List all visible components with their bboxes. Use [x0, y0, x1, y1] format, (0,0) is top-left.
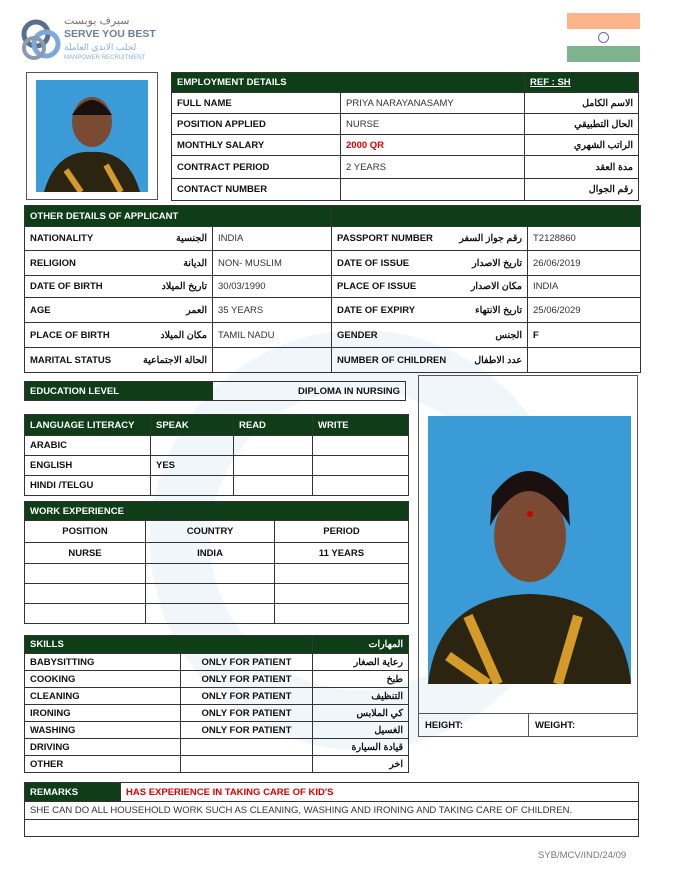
detail-value — [213, 348, 332, 373]
logo-arabic-sub: لجلب الايدي العاملة — [64, 42, 137, 52]
language-name: HINDI /TELGU — [25, 476, 151, 496]
work-experience-table — [24, 501, 409, 624]
skill-level: ONLY FOR PATIENT — [181, 671, 313, 688]
detail-label: DATE OF BIRTH — [30, 281, 103, 292]
ref-label: REF : SH — [525, 73, 639, 93]
salary-value: 2000 QR — [341, 135, 525, 156]
language-header-cell: LANGUAGE LITERACY — [25, 415, 151, 436]
detail-label: GENDER — [337, 329, 378, 341]
work-position: NURSE — [25, 543, 146, 564]
work-row — [25, 584, 409, 604]
skill-name: OTHER — [25, 756, 181, 773]
logo-arabic: سيرف يوبست — [64, 15, 130, 27]
skill-row — [25, 671, 409, 688]
language-skill-value — [313, 436, 409, 456]
measurements-row — [419, 713, 637, 737]
skill-name-arabic: الغسيل — [313, 722, 409, 739]
work-row — [25, 543, 409, 564]
skill-name-arabic: قيادة السيارة — [313, 739, 409, 756]
detail-label-arabic: الجنسية — [176, 233, 207, 244]
logo-text-stack — [64, 14, 156, 63]
work-country — [146, 584, 275, 604]
skills-title: SKILLS — [25, 636, 313, 654]
height-label: HEIGHT: — [419, 714, 529, 737]
detail-label-cell — [332, 348, 528, 373]
detail-row — [25, 227, 641, 251]
language-header-cell: SPEAK — [151, 415, 234, 436]
india-flag — [567, 13, 640, 62]
employment-title: EMPLOYMENT DETAILS — [172, 73, 525, 93]
row-label: CONTACT NUMBER — [172, 179, 341, 201]
detail-label-arabic: العمر — [186, 304, 207, 316]
skill-level: ONLY FOR PATIENT — [181, 654, 313, 671]
language-skill-value — [234, 456, 313, 476]
language-row — [25, 456, 409, 476]
detail-label-arabic: الديانة — [183, 257, 207, 269]
language-header-cell: READ — [234, 415, 313, 436]
company-logo — [20, 14, 160, 68]
skill-name: BABYSITTING — [25, 654, 181, 671]
skill-name-arabic: التنظيف — [313, 688, 409, 705]
detail-value: T2128860 — [528, 227, 641, 251]
skill-level — [181, 756, 313, 773]
language-skill-value — [234, 436, 313, 456]
detail-label-cell — [25, 276, 213, 298]
detail-label-arabic: تاريخ الاصدار — [472, 257, 522, 269]
work-period — [275, 604, 409, 624]
detail-label: NUMBER OF CHILDREN — [337, 354, 447, 366]
full-name-value: PRIYA NARAYANASAMY — [341, 93, 525, 114]
language-row — [25, 436, 409, 456]
detail-label-cell — [25, 323, 213, 348]
skill-name-arabic: رعاية الصغار — [313, 654, 409, 671]
skill-level: ONLY FOR PATIENT — [181, 705, 313, 722]
work-country: INDIA — [146, 543, 275, 564]
skill-row — [25, 756, 409, 773]
detail-label: MARITAL STATUS — [30, 354, 112, 366]
remarks-table — [24, 782, 639, 837]
language-header-cell: WRITE — [313, 415, 409, 436]
remarks-highlight: HAS EXPERIENCE IN TAKING CARE OF KID'S — [121, 783, 639, 802]
row-label: MONTHLY SALARY — [172, 135, 341, 156]
detail-label: DATE OF ISSUE — [337, 257, 410, 269]
skill-name: COOKING — [25, 671, 181, 688]
language-skill-value — [151, 476, 234, 496]
weight-label: WEIGHT: — [535, 720, 576, 731]
detail-label-cell — [332, 276, 528, 298]
detail-value: 26/06/2019 — [528, 251, 641, 276]
applicant-photo-small — [36, 80, 148, 192]
skill-row — [25, 739, 409, 756]
detail-label-cell — [332, 298, 528, 323]
detail-label-arabic: الحالة الاجتماعية — [143, 354, 207, 366]
skill-level: ONLY FOR PATIENT — [181, 722, 313, 739]
language-table — [24, 414, 409, 496]
work-period — [275, 584, 409, 604]
work-country — [146, 564, 275, 584]
detail-label-cell — [332, 323, 528, 348]
other-details-title: OTHER DETAILS OF APPLICANT — [25, 206, 332, 227]
detail-row — [25, 276, 641, 298]
detail-label-arabic: تاريخ الانتهاء — [475, 304, 522, 316]
remarks-label: REMARKS — [25, 783, 121, 802]
skill-name: IRONING — [25, 705, 181, 722]
row-label-arabic: رقم الجوال — [525, 179, 639, 201]
skills-title-arabic: المهارات — [313, 636, 409, 654]
skill-level: ONLY FOR PATIENT — [181, 688, 313, 705]
detail-label: AGE — [30, 304, 51, 316]
work-row — [25, 604, 409, 624]
work-header-cell: COUNTRY — [146, 521, 275, 543]
applicant-photo — [428, 416, 631, 684]
header-blank — [332, 206, 641, 227]
detail-value: 35 YEARS — [213, 298, 332, 323]
language-skill-value — [313, 456, 409, 476]
skill-name-arabic: طبخ — [313, 671, 409, 688]
detail-label-arabic: مكان الاصدار — [470, 281, 522, 292]
skill-name: DRIVING — [25, 739, 181, 756]
work-period — [275, 564, 409, 584]
education-label: EDUCATION LEVEL — [25, 382, 213, 400]
skill-name: WASHING — [25, 722, 181, 739]
skills-table — [24, 635, 409, 773]
document-code: SYB/MCV/IND/24/09 — [538, 850, 627, 861]
logo-knot-icon — [20, 18, 62, 62]
detail-label: PLACE OF ISSUE — [337, 281, 417, 292]
skill-row — [25, 688, 409, 705]
detail-label-cell — [25, 251, 213, 276]
skill-name-arabic: اخر — [313, 756, 409, 773]
detail-label-cell — [332, 227, 528, 251]
detail-value: INDIA — [528, 276, 641, 298]
row-label-arabic: الراتب الشهري — [525, 135, 639, 156]
detail-label-cell — [25, 298, 213, 323]
detail-label-arabic: تاريخ الميلاد — [161, 281, 207, 292]
language-name: ENGLISH — [25, 456, 151, 476]
detail-value: NON- MUSLIM — [213, 251, 332, 276]
row-label: POSITION APPLIED — [172, 114, 341, 135]
language-skill-value — [313, 476, 409, 496]
detail-label-cell — [25, 348, 213, 373]
row-label-arabic: الحال التطبيقي — [525, 114, 639, 135]
detail-row — [25, 298, 641, 323]
skill-name: CLEANING — [25, 688, 181, 705]
detail-label-arabic: الجنس — [495, 329, 522, 341]
language-row — [25, 476, 409, 496]
work-position — [25, 564, 146, 584]
remarks-blank — [25, 820, 639, 837]
language-name: ARABIC — [25, 436, 151, 456]
detail-label-cell — [25, 227, 213, 251]
skill-row — [25, 705, 409, 722]
contract-value: 2 YEARS — [341, 156, 525, 179]
detail-label-arabic: مكان الميلاد — [160, 329, 207, 341]
other-details-table — [24, 205, 641, 373]
work-header-cell: POSITION — [25, 521, 146, 543]
skill-row — [25, 722, 409, 739]
remarks-text: SHE CAN DO ALL HOUSEHOLD WORK SUCH AS CLEANING, WASHING AND IRONING AND TAKING CARE OF CHILDREN. — [25, 802, 639, 820]
applicant-photo-frame — [418, 375, 638, 737]
language-skill-value — [151, 436, 234, 456]
detail-row — [25, 323, 641, 348]
detail-value — [528, 348, 641, 373]
language-header — [25, 415, 409, 436]
detail-label-arabic: رقم جواز السفر — [459, 233, 522, 244]
detail-label: RELIGION — [30, 257, 76, 269]
detail-label-arabic: عدد الاطفال — [474, 354, 522, 366]
detail-label-cell — [332, 251, 528, 276]
work-header — [25, 521, 409, 543]
skill-name-arabic: كي الملابس — [313, 705, 409, 722]
row-label-arabic: الاسم الكامل — [525, 93, 639, 114]
row-label: CONTRACT PERIOD — [172, 156, 341, 179]
detail-row — [25, 251, 641, 276]
applicant-photo-small-frame — [26, 72, 158, 200]
detail-value: 30/03/1990 — [213, 276, 332, 298]
position-value: NURSE — [341, 114, 525, 135]
skill-level — [181, 739, 313, 756]
work-title: WORK EXPERIENCE — [25, 502, 409, 521]
language-skill-value: YES — [151, 456, 234, 476]
work-row — [25, 564, 409, 584]
work-period: 11 YEARS — [275, 543, 409, 564]
detail-label: PASSPORT NUMBER — [337, 233, 433, 244]
detail-label: NATIONALITY — [30, 233, 94, 244]
detail-value: F — [528, 323, 641, 348]
logo-sub: MANPOWER RECRUITMENT — [64, 55, 146, 61]
education-row — [24, 381, 406, 401]
skill-row — [25, 654, 409, 671]
detail-value: INDIA — [213, 227, 332, 251]
work-position — [25, 584, 146, 604]
contact-value — [341, 179, 525, 201]
work-position — [25, 604, 146, 624]
detail-value: TAMIL NADU — [213, 323, 332, 348]
work-header-cell: PERIOD — [275, 521, 409, 543]
language-skill-value — [234, 476, 313, 496]
work-country — [146, 604, 275, 624]
detail-label: DATE OF EXPIRY — [337, 304, 416, 316]
detail-value: 25/06/2029 — [528, 298, 641, 323]
detail-label: PLACE OF BIRTH — [30, 329, 110, 341]
logo-name: SERVE YOU BEST — [64, 28, 156, 40]
detail-row — [25, 348, 641, 373]
row-label: FULL NAME — [172, 93, 341, 114]
row-label-arabic: مدة العقد — [525, 156, 639, 179]
education-value: DIPLOMA IN NURSING — [297, 386, 400, 397]
employment-details-table — [171, 72, 639, 201]
